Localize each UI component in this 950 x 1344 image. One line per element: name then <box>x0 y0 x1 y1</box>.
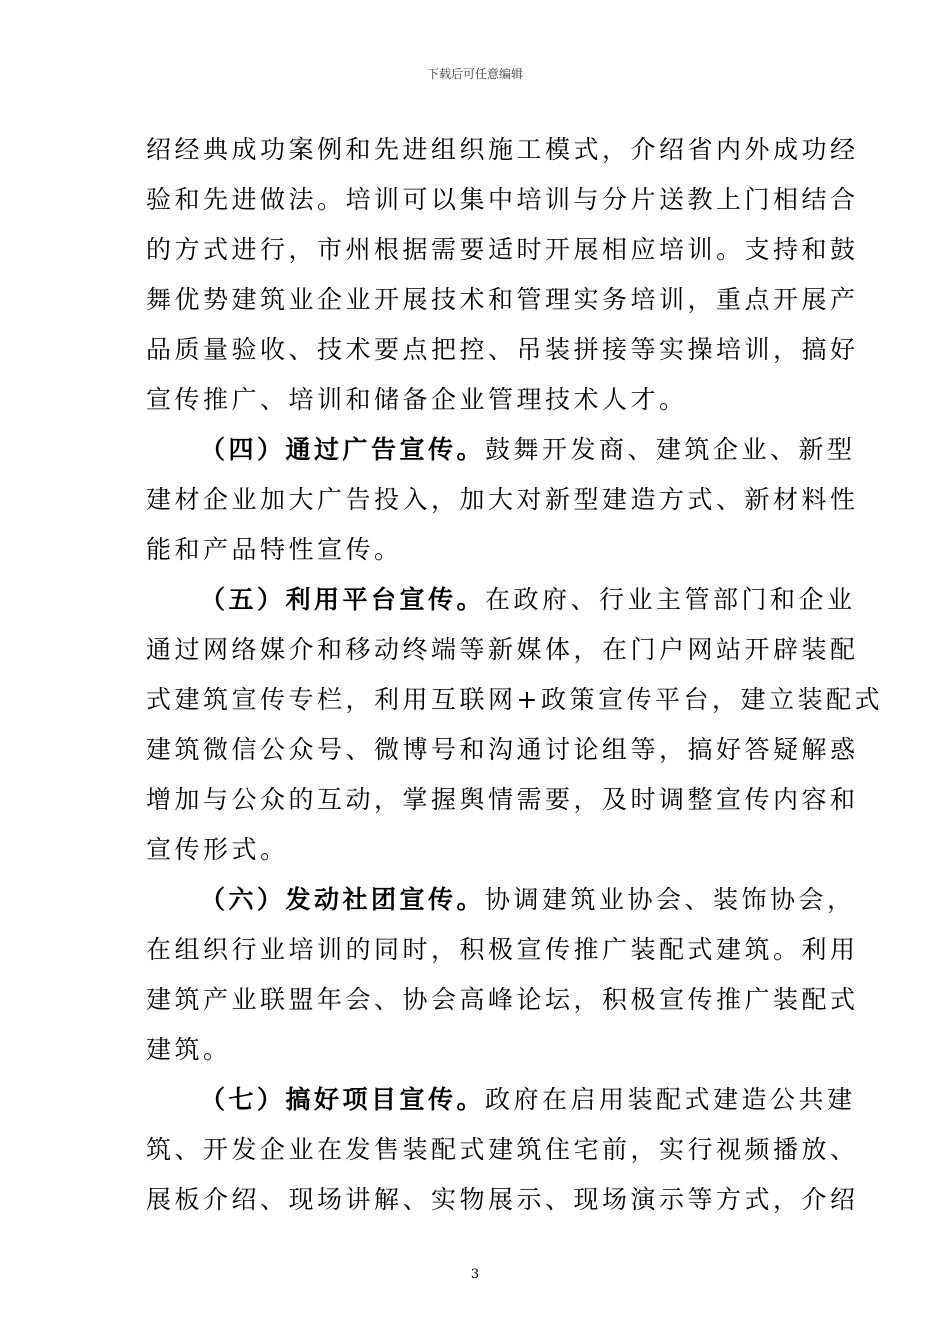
text-line: 建筑。 <box>146 1035 232 1064</box>
text-line: 舞优势建筑业企业开展技术和管理实务培训，重点开展产 <box>146 285 859 314</box>
text-run: 政府在启用装配式建造公共建 <box>485 1085 856 1114</box>
document-body <box>146 125 883 1225</box>
section-heading: （五）利用平台宣传。 <box>200 585 486 614</box>
text-line: 建筑微信公众号、微博号和沟通讨论组等，搞好答疑解惑 <box>146 735 859 764</box>
text-line: 品质量验收、技术要点把控、吊装拼接等实操培训，搞好 <box>146 335 859 364</box>
section-heading: （四）通过广告宣传。 <box>200 435 486 464</box>
text-run: 鼓舞开发商、建筑企业、新型 <box>485 435 856 464</box>
text-line: 展板介绍、现场讲解、实物展示、现场演示等方式，介绍 <box>146 1185 859 1214</box>
text-line: 式建筑宣传专栏，利用互联网+政策宣传平台，建立装配式 <box>146 685 883 714</box>
text-line: 的方式进行，市州根据需要适时开展相应培训。支持和鼓 <box>146 235 859 264</box>
text-line: 建材企业加大广告投入，加大对新型建造方式、新材料性 <box>146 485 859 514</box>
page-header: 下载后可任意编辑 <box>426 67 523 81</box>
text-run: 在政府、行业主管部门和企业 <box>485 585 856 614</box>
paragraph-associations <box>146 875 859 1075</box>
text-line <box>146 1075 856 1125</box>
paragraph-projects <box>146 1075 859 1225</box>
text-line: 验和先进做法。培训可以集中培训与分片送教上门相结合 <box>146 185 859 214</box>
section-heading: （六）发动社团宣传。 <box>200 885 486 914</box>
text-line: 宣传推广、培训和储备企业管理技术人才。 <box>146 385 688 414</box>
text-line: 宣传形式。 <box>146 835 289 864</box>
text-line: 绍经典成功案例和先进组织施工模式，介绍省内外成功经 <box>146 135 859 164</box>
paragraph-advertising <box>146 425 859 575</box>
text-line <box>146 575 856 625</box>
text-line <box>146 875 856 925</box>
text-line <box>146 425 856 475</box>
text-line: 增加与公众的互动，掌握舆情需要，及时调整宣传内容和 <box>146 785 859 814</box>
text-line: 筑、开发企业在发售装配式建筑住宅前，实行视频播放、 <box>146 1135 859 1164</box>
text-line: 通过网络媒介和移动终端等新媒体，在门户网站开辟装配 <box>146 635 859 664</box>
paragraph-platform <box>146 575 883 875</box>
section-heading: （七）搞好项目宣传。 <box>200 1085 486 1114</box>
paragraph-training <box>146 125 859 425</box>
text-line: 能和产品特性宣传。 <box>146 535 403 564</box>
text-line: 在组织行业培训的同时，积极宣传推广装配式建筑。利用 <box>146 935 859 964</box>
page-number: 3 <box>470 1267 480 1282</box>
text-run: 协调建筑业协会、装饰协会， <box>485 885 856 914</box>
text-line: 建筑产业联盟年会、协会高峰论坛，积极宣传推广装配式 <box>146 985 859 1014</box>
